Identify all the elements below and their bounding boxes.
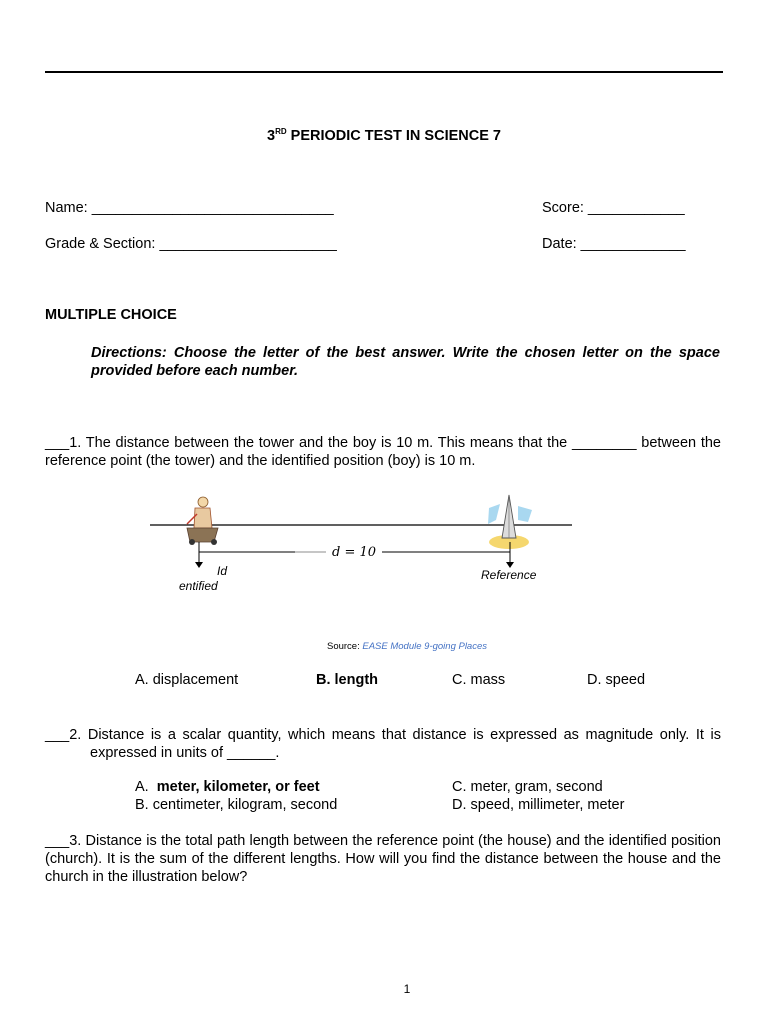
- q2-option-a-letter: A.: [135, 779, 149, 795]
- name-field[interactable]: Name: ______________________________: [45, 200, 334, 216]
- tower-boy-figure: [140, 490, 580, 600]
- page-number: 1: [403, 982, 411, 996]
- question-2-line1: ___2. Distance is a scalar quantity, which means that distance is expressed as magnitude only. It is: [45, 727, 721, 743]
- grade-section-field[interactable]: Grade & Section: ______________________: [45, 236, 337, 252]
- q2-option-a[interactable]: [135, 779, 320, 795]
- title-prefix: 3: [267, 127, 276, 144]
- q2-option-c[interactable]: C. meter, gram, second: [452, 779, 603, 795]
- q1-option-d[interactable]: D. speed: [587, 672, 646, 688]
- question-2-line2: expressed in units of ______.: [90, 745, 280, 761]
- score-field[interactable]: Score: ____________: [542, 200, 685, 216]
- header-rule: [45, 71, 723, 73]
- q2-option-d[interactable]: D. speed, millimeter, meter: [452, 797, 625, 813]
- reference-label: Reference: [481, 568, 537, 582]
- q1-option-b[interactable]: B. length: [316, 672, 379, 688]
- question-2-text: [45, 726, 721, 762]
- figure-source: [0, 641, 768, 652]
- q1-option-a[interactable]: A. displacement: [135, 672, 239, 688]
- question-3-text: ___3. Distance is the total path length between the reference point (the house) and the identified position (church). It is the sum of the different lengths. How will you find the distance between the house and the church in the illustration below?: [45, 833, 721, 885]
- tower-icon: [488, 495, 532, 549]
- q2-option-b[interactable]: B. centimeter, kilogram, second: [135, 797, 338, 813]
- title-superscript: RD: [275, 127, 287, 136]
- question-1-text: ___1. The distance between the tower and the boy is 10 m. This means that the ________ between the reference point (the tower) and the identified position (boy) is 10 m.: [45, 435, 721, 469]
- identified-label-part1: Id: [217, 564, 228, 578]
- source-link[interactable]: EASE Module 9-going Places: [362, 641, 488, 652]
- boy-icon: [187, 497, 218, 545]
- q1-option-c[interactable]: C. mass: [452, 672, 506, 688]
- title-main: PERIODIC TEST IN SCIENCE 7: [286, 127, 501, 144]
- directions-text: Directions: Choose the letter of the best answer. Write the chosen letter on the space provided before each number.: [91, 345, 720, 379]
- distance-label: d = 10: [331, 545, 377, 560]
- source-prefix: Source:: [326, 641, 363, 652]
- q2-option-a-text: meter, kilometer, or feet: [156, 779, 320, 795]
- identified-label-part2: entified: [179, 579, 218, 593]
- page-title: [0, 127, 768, 144]
- date-field[interactable]: Date: _____________: [542, 236, 686, 252]
- section-heading: MULTIPLE CHOICE: [45, 307, 177, 323]
